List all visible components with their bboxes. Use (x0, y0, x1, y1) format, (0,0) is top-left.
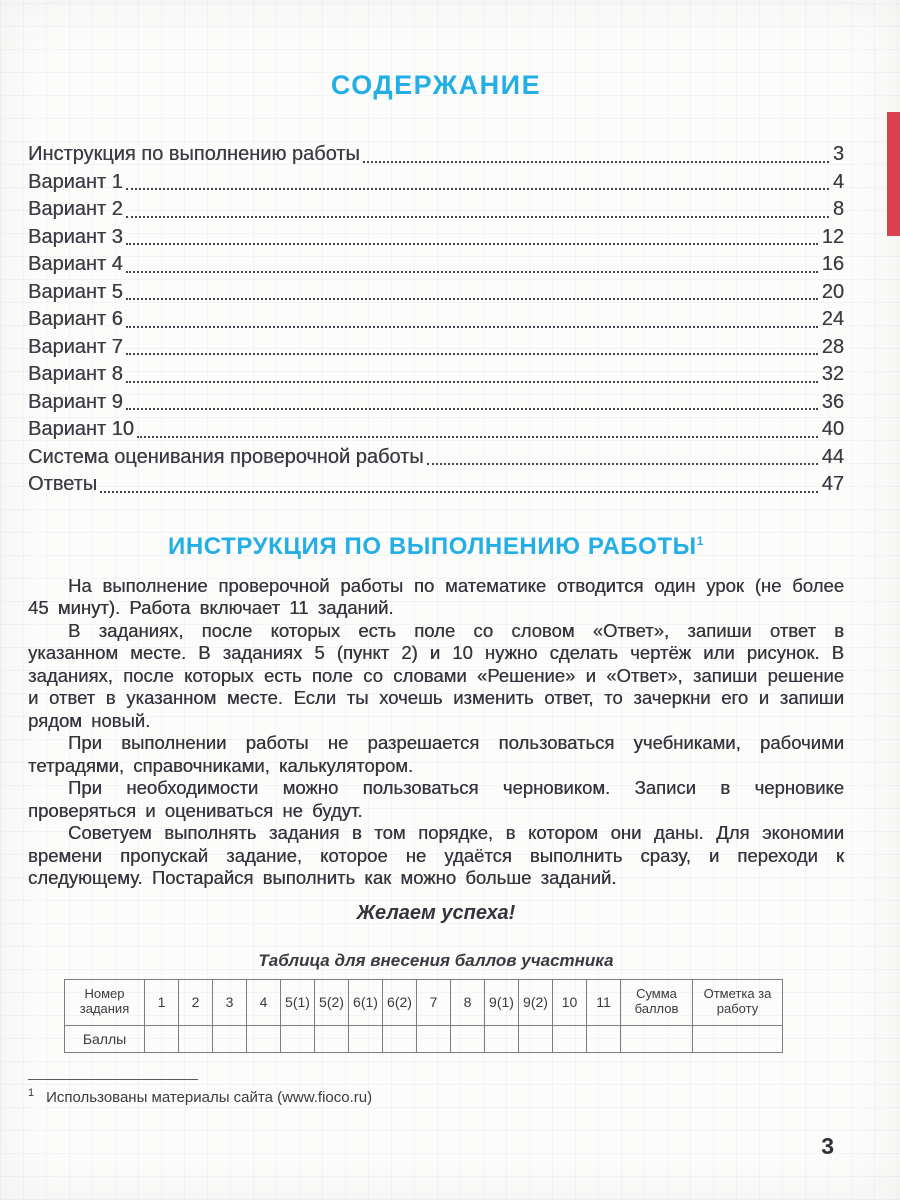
score-table-caption: Таблица для внесения баллов участника (258, 950, 614, 970)
score-table-col-header: 6(2) (383, 979, 417, 1025)
toc-item-page: 47 (821, 473, 844, 495)
toc-title: СОДЕРЖАНИЕ (330, 70, 542, 100)
toc-leader-dots (126, 326, 818, 328)
toc-item (28, 361, 844, 389)
score-table-col-header: 7 (417, 979, 451, 1025)
toc-item-label: Вариант 1 (28, 170, 123, 193)
toc-leader-dots (126, 271, 818, 273)
score-cell (179, 1025, 213, 1052)
toc-item (28, 224, 844, 252)
toc-leader-dots (126, 381, 818, 383)
score-table-col-header: 5(2) (315, 979, 349, 1025)
score-sum-cell (621, 1025, 693, 1052)
toc-item-label: Вариант 6 (28, 308, 123, 330)
score-table-col-header: 1 (145, 979, 179, 1025)
instruction-body (28, 575, 844, 890)
toc-item-page: 40 (821, 418, 844, 440)
score-table-col-header: 9(2) (519, 979, 553, 1025)
instruction-paragraph: В заданиях, после которых есть поле со словом «Ответ», запиши ответ в указанном месте. В заданиях 5 (пункт 2) и 10 нужно сделать чертёж или рисунок. В заданиях, после которых есть поле со словами «Решение» и «Ответ», запиши решение и ответ в указанном месте. Если ты хочешь изменить ответ, то зачеркни его и запиши рядом новый. (28, 619, 844, 731)
score-cell (451, 1025, 485, 1052)
instruction-paragraph: При необходимости можно пользоваться черновиком. Записи в черновике проверяться и оцениваться не будут. (28, 777, 844, 821)
instruction-title (28, 533, 844, 561)
toc-item-page: 8 (832, 198, 844, 220)
toc-item (28, 389, 844, 417)
toc-item-page: 16 (821, 253, 844, 275)
toc-item-page: 4 (832, 170, 844, 193)
toc-item-page: 20 (821, 280, 844, 303)
score-cell (587, 1025, 621, 1052)
toc-leader-dots (100, 491, 818, 493)
toc-item-label: Вариант 2 (28, 198, 123, 220)
toc-item-page: 12 (821, 225, 844, 248)
instruction-title-text: ИНСТРУКЦИЯ ПО ВЫПОЛНЕНИЮ РАБОТЫ (167, 532, 697, 560)
instruction-paragraph: На выполнение проверочной работы по математике отводится один урок (не более 45 минут). Работа включает 11 заданий. (28, 574, 844, 618)
score-row-label: Баллы (65, 1025, 145, 1052)
toc-item (28, 306, 844, 334)
toc-item-page: 44 (821, 445, 844, 468)
toc-leader-dots (126, 408, 818, 410)
toc-item (28, 444, 844, 472)
footnote-number: 1 (28, 1086, 35, 1099)
instruction-footnote-mark: 1 (696, 533, 705, 548)
toc-item-label: Вариант 10 (28, 418, 134, 440)
score-cell (519, 1025, 553, 1052)
score-table (64, 979, 783, 1053)
good-luck-line: Желаем успеха! (356, 901, 516, 924)
red-edge-mark (887, 112, 900, 236)
toc-item-label: Вариант 8 (28, 363, 123, 385)
toc-item (28, 334, 844, 362)
toc-item-label: Инструкция по выполнению работы (28, 143, 360, 165)
toc-item-page: 32 (821, 363, 844, 385)
score-cell (145, 1025, 179, 1052)
score-table-col-header: 5(1) (281, 979, 315, 1025)
score-table-col-header: 3 (213, 979, 247, 1025)
score-mark-cell (693, 1025, 783, 1052)
toc-item-page: 3 (832, 143, 844, 165)
toc-item-label: Ответы (28, 473, 98, 495)
toc-leader-dots (126, 298, 818, 300)
page-number: 3 (821, 1133, 834, 1159)
score-table-col-header: 9(1) (485, 979, 519, 1025)
score-table-scores-row (65, 1025, 783, 1052)
toc-item-page: 24 (821, 308, 844, 330)
score-table-col-header: 8 (451, 979, 485, 1025)
score-cell (247, 1025, 281, 1052)
score-table-col-header: 2 (179, 979, 213, 1025)
footnote-separator-rule (28, 1079, 198, 1080)
score-table-col-header: 4 (247, 979, 281, 1025)
score-cell (349, 1025, 383, 1052)
toc-item (28, 471, 844, 499)
score-cell (485, 1025, 519, 1052)
score-cell (213, 1025, 247, 1052)
toc-item-label: Вариант 5 (28, 280, 123, 303)
score-table-sum-header: Сумма баллов (621, 979, 693, 1025)
toc-item-label: Вариант 4 (28, 253, 123, 275)
toc-item (28, 251, 844, 279)
score-table-header-row (65, 979, 783, 1025)
instruction-paragraph: Советуем выполнять задания в том порядке, в котором они даны. Для экономии времени пропускай задание, которое не удаётся выполнить сразу, и переходи к следующему. Постарайся выполнить как можно больше заданий. (28, 822, 844, 888)
toc-leader-dots (363, 161, 829, 163)
toc-item (28, 141, 844, 169)
toc-item (28, 416, 844, 444)
score-cell (553, 1025, 587, 1052)
instruction-paragraph: При выполнении работы не разрешается пользоваться учебниками, рабочими тетрадями, справочниками, калькулятором. (28, 732, 844, 776)
toc-item (28, 279, 844, 307)
toc-item-label: Вариант 7 (28, 335, 123, 358)
toc-item (28, 169, 844, 197)
toc-item-label: Вариант 9 (28, 390, 123, 413)
score-table-col-header: 10 (553, 979, 587, 1025)
toc-item (28, 196, 844, 224)
footnote (28, 1079, 844, 1106)
score-table-col-header: 6(1) (349, 979, 383, 1025)
toc-item-label: Система оценивания проверочной работы (28, 445, 424, 468)
toc-leader-dots (126, 216, 829, 218)
toc-leader-dots (126, 188, 829, 190)
score-cell (281, 1025, 315, 1052)
score-table-mark-header: Отметка за работу (693, 979, 783, 1025)
score-cell (315, 1025, 349, 1052)
toc-item-page: 28 (821, 335, 844, 358)
toc-item-page: 36 (821, 390, 844, 413)
score-cell (383, 1025, 417, 1052)
toc-leader-dots (126, 243, 818, 245)
toc-leader-dots (137, 436, 818, 438)
footnote-text: Использованы материалы сайта (www.fioco.ru) (46, 1088, 373, 1106)
toc-leader-dots (126, 353, 818, 355)
toc-item-label: Вариант 3 (28, 225, 123, 248)
toc-leader-dots (427, 463, 818, 465)
table-of-contents (28, 141, 844, 499)
score-table-header-first: Номер задания (65, 979, 145, 1025)
score-table-col-header: 11 (587, 979, 621, 1025)
score-cell (417, 1025, 451, 1052)
